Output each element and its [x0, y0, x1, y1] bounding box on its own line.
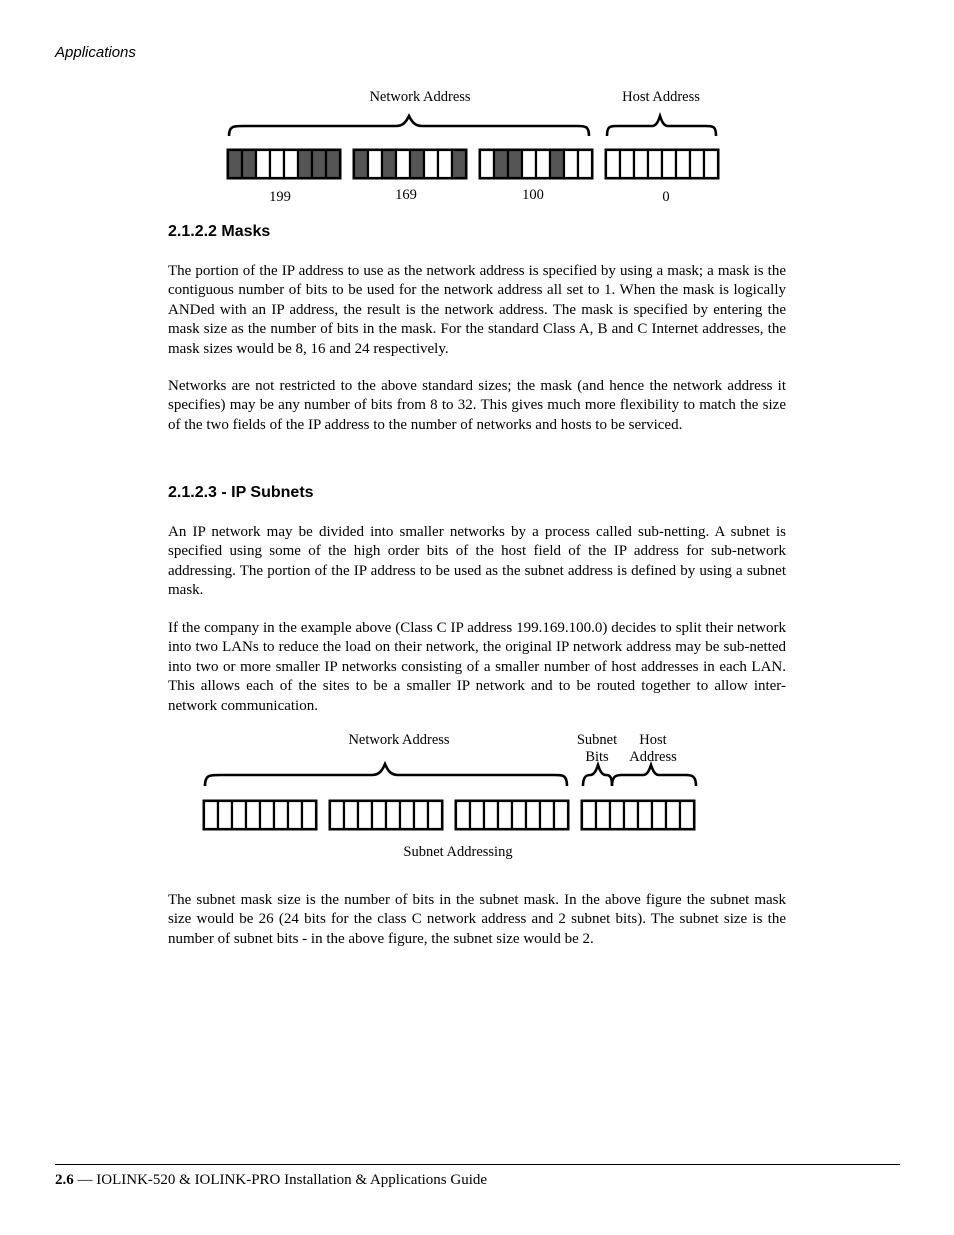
subnet-octet-2 [330, 801, 442, 829]
bit-cell [662, 150, 676, 178]
bit-cell [242, 150, 256, 178]
subnet-octet-3 [456, 801, 568, 829]
bit-cell [218, 801, 232, 829]
bit-cell [438, 150, 452, 178]
bit-cell [610, 801, 624, 829]
subnets-paragraph-1: An IP network may be divided into smaller networks by a process called sub-netting. A subnet is specified using some of the high order bits of the host field of the IP address for sub-network addressing. The portion of the IP address to be used as the subnet address is defined by using a subnet mask. [168, 524, 786, 599]
bit-cell [386, 801, 400, 829]
octet-value-100: 100 [522, 187, 544, 203]
masks-paragraph-2: Networks are not restricted to the above standard sizes; the mask (and hence the network address it specifies) may be any number of bits from 8 to 32. This gives much more flexibility to match the size of the two fields of the IP address to the number of networks and hosts to be serviced. [168, 378, 786, 433]
octet-1 [228, 150, 340, 178]
subnets-paragraph-2: If the company in the example above (Class C IP address 199.169.100.0) decides to split their network into two LANs to reduce the load on their network, the original IP network address may be sub-netted into two or more smaller IP networks consisting of a smaller number of host addresses in each LAN. This allows each of the sites to be a smaller IP network and to be routed together to allow inter-network communication. [168, 620, 786, 714]
bit-cell [396, 150, 410, 178]
bit-cell [666, 801, 680, 829]
bit-cell [564, 150, 578, 178]
host-address-label: Host Address [622, 89, 700, 105]
network-brace [229, 116, 589, 136]
bit-cell [480, 150, 494, 178]
bit-cell [330, 801, 344, 829]
subnet-network-brace [205, 764, 567, 786]
bit-cell [652, 801, 666, 829]
bit-cell [344, 801, 358, 829]
bit-cell [274, 801, 288, 829]
bit-cell [550, 150, 564, 178]
bit-cell [512, 801, 526, 829]
bit-cell [204, 801, 218, 829]
bit-cell [536, 150, 550, 178]
host-brace [607, 116, 716, 136]
bit-cell [540, 801, 554, 829]
bit-cell [326, 150, 340, 178]
bit-cell [634, 150, 648, 178]
bit-cell [382, 150, 396, 178]
bit-cell [400, 801, 414, 829]
bit-cell [228, 150, 242, 178]
subnet-octet-4 [582, 801, 694, 829]
bit-cell [494, 150, 508, 178]
bit-cell [424, 150, 438, 178]
ip-address-diagram [220, 84, 730, 209]
bit-cell [596, 801, 610, 829]
masks-paragraph-1: The portion of the IP address to use as the network address is specified by using a mask; a mask is the contiguous number of bits to be used for the network address all set to 1. When the mask is logically ANDed with an IP address, the result is the network address. The mask is specified by entering the mask size as the number of bits in the mask. For the standard Class A, B and C Internet addresses, the mask sizes would be 8, 16 and 24 respectively. [168, 263, 786, 357]
bit-cell [270, 150, 284, 178]
bit-cell [690, 150, 704, 178]
bit-cell [358, 801, 372, 829]
bit-cell [456, 801, 470, 829]
bit-cell [284, 150, 298, 178]
subnet-bits-brace [583, 765, 612, 786]
section-heading-ip-subnets: 2.1.2.3 - IP Subnets [168, 484, 314, 501]
bit-cell [428, 801, 442, 829]
page-number: 2.6 [55, 1172, 74, 1188]
bit-cell [676, 150, 690, 178]
section-heading-masks: 2.1.2.2 Masks [168, 223, 271, 240]
bit-cell [256, 150, 270, 178]
bit-cell [638, 801, 652, 829]
bit-cell [554, 801, 568, 829]
bit-cell [368, 150, 382, 178]
octet-row [228, 150, 718, 178]
bit-cell [498, 801, 512, 829]
bit-cell [522, 150, 536, 178]
bit-cell [526, 801, 540, 829]
footer-rule [55, 1164, 900, 1165]
bit-cell [298, 150, 312, 178]
bit-cell [410, 150, 424, 178]
bit-cell [624, 801, 638, 829]
octet-value-199: 199 [269, 189, 291, 205]
bit-cell [648, 150, 662, 178]
subnet-octet-1 [204, 801, 316, 829]
subnet-network-address-label: Network Address [348, 732, 450, 748]
bit-cell [246, 801, 260, 829]
subnet-bits-label-line2: Bits [585, 749, 609, 765]
bit-cell [452, 150, 466, 178]
subnet-diagram [196, 728, 706, 868]
bit-cell [578, 150, 592, 178]
bit-cell [484, 801, 498, 829]
bit-cell [704, 150, 718, 178]
bit-cell [470, 801, 484, 829]
bit-cell [354, 150, 368, 178]
bit-cell [232, 801, 246, 829]
bit-cell [260, 801, 274, 829]
closing-paragraph: The subnet mask size is the number of bits in the subnet mask. In the above figure the subnet mask size would be 26 (24 bits for the class C network address and 2 subnet bits). The subnet size is the number of subnet bits - in the above figure, the subnet size would be 2. [168, 892, 786, 947]
bit-cell [606, 150, 620, 178]
host-address-brace [612, 765, 696, 786]
bit-cell [508, 150, 522, 178]
footer-title: — IOLINK-520 & IOLINK-PRO Installation & Applications Guide [73, 1172, 488, 1188]
bit-cell [302, 801, 316, 829]
running-head: Applications [55, 44, 136, 61]
octet-2 [354, 150, 466, 178]
subnet-bits-label-line1: Subnet [576, 732, 618, 748]
ip-address-figure [220, 84, 730, 209]
bit-cell [312, 150, 326, 178]
octet-4 [606, 150, 718, 178]
subnet-addressing-caption: Subnet Addressing [403, 844, 513, 860]
network-address-label: Network Address [369, 89, 471, 105]
bit-cell [288, 801, 302, 829]
host-address-label-line2: Address [629, 749, 677, 765]
octet-value-0: 0 [662, 189, 670, 205]
bit-cell [620, 150, 634, 178]
host-address-label-line1: Host [639, 732, 667, 748]
octet-3 [480, 150, 592, 178]
subnet-octet-row [204, 801, 694, 829]
bit-cell [372, 801, 386, 829]
bit-cell [680, 801, 694, 829]
bit-cell [414, 801, 428, 829]
subnet-figure [196, 728, 706, 868]
footer [55, 1172, 487, 1189]
octet-value-169: 169 [395, 187, 417, 203]
bit-cell [582, 801, 596, 829]
